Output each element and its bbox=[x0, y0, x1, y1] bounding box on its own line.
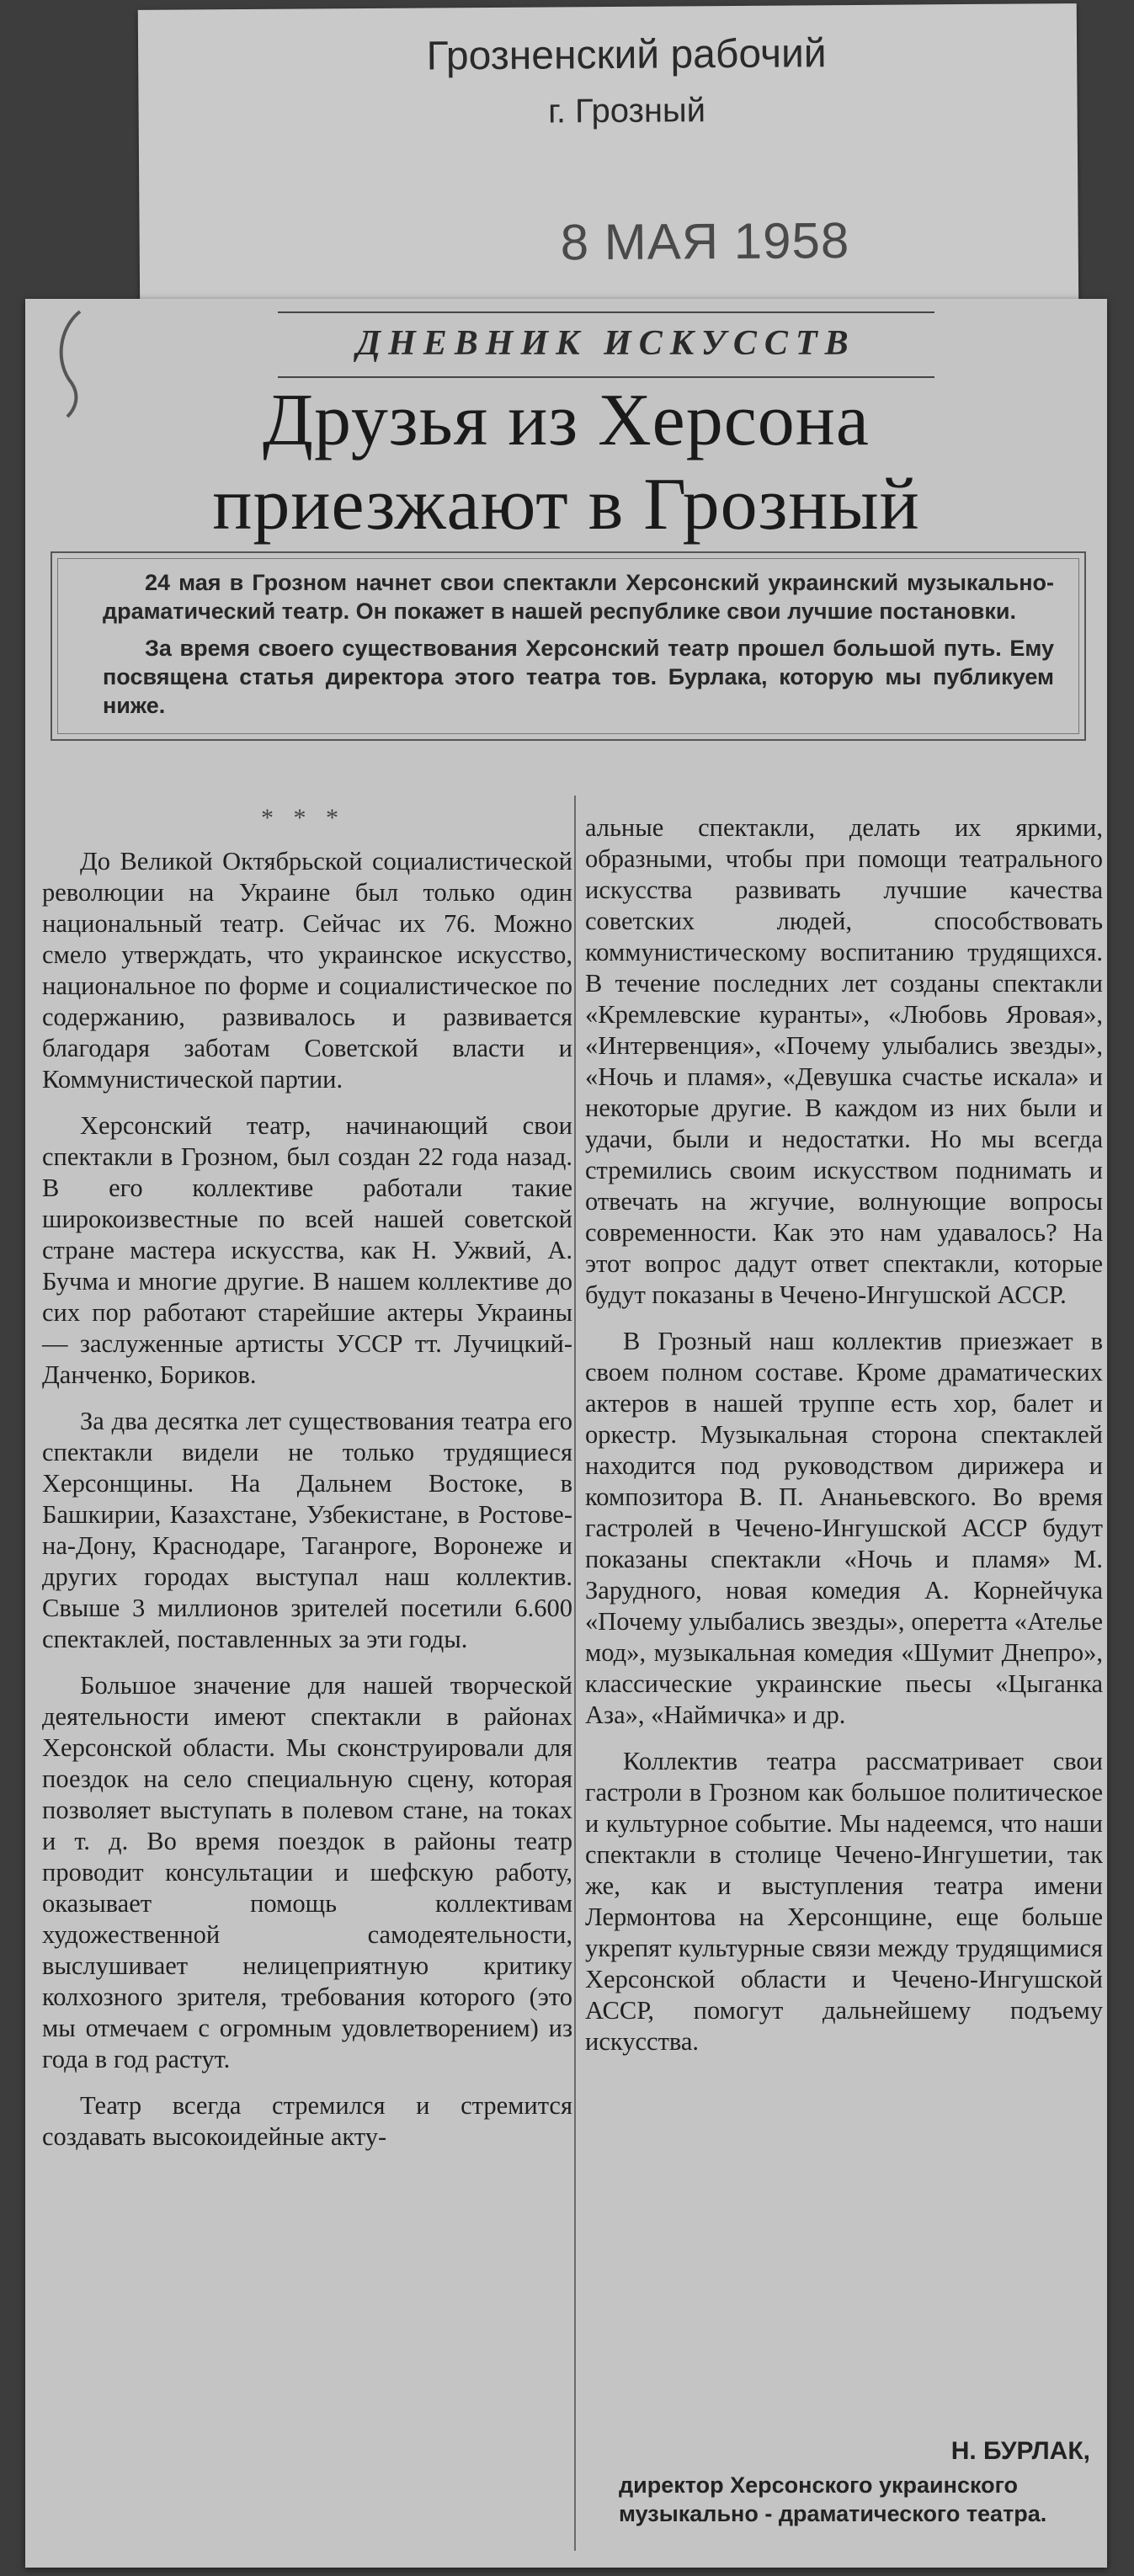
author-title: директор Херсонского украинского музыкально - драматического театра. bbox=[619, 2472, 1047, 2526]
body-paragraph: Театр всегда стремился и стремится создавать высокоидейные акту- bbox=[42, 2091, 572, 2151]
newspaper-label-slip bbox=[138, 3, 1078, 313]
right-column bbox=[585, 812, 1103, 2073]
section-separator: * * * bbox=[261, 804, 345, 832]
pen-mark-icon bbox=[42, 303, 101, 421]
newspaper-name: Грозненский рабочий bbox=[426, 31, 827, 79]
lead-text bbox=[103, 568, 1054, 728]
author-name: Н. БУРЛАК, bbox=[950, 2437, 1090, 2465]
lead-box bbox=[51, 551, 1086, 741]
body-paragraph: В Грозный наш коллектив приезжает в своем полном составе. Кроме драматических актеров в нашей труппе есть хор, балет и оркестр. Музыкальная сторона спектаклей находится под руководством дирижера и композитора В. П. Ананьевского. Во время гастролей в Чечено-Ингушской АССР будут показаны спектакли «Ночь и пламя» М. Зарудного, новая комедия А. Корнейчука «Почему улыбались звезды», оперетта «Ателье мод», музыкальная комедия «Шумит Днепро», классические украинские пьесы «Цыганка Аза», «Наймичка» и др. bbox=[585, 1327, 1103, 1729]
body-paragraph: альные спектакли, делать их яркими, образными, чтобы при помощи театрального искусства развивать лучшие качества советских людей, способствовать коммунистическому воспитанию трудящихся. В течение последних лет созданы спектакли «Кремлевские куранты», «Любовь Яровая», «Интервенция», «Почему улыбались звезды», «Ночь и пламя», «Девушка счастье искала» и некоторые другие. В каждом из них были и удачи, были и недостатки. Но мы всегда стремились своим искусством поднимать и отвечать на жгучие, волнующие вопросы современности. Как это нам удавалось? На этот вопрос дадут ответ спектакли, которые будут показаны в Чечено-Ингушской АССР. bbox=[585, 813, 1103, 1309]
body-paragraph: Коллектив театра рассматривает свои гастроли в Грозном как большое политическое и культурное событие. Мы надеемся, что наши спектакли в столице Чечено-Ингушетии, так же, как и выступления театра имени Лермонтова на Херсонщине, еще больше укрепят культурные связи между трудящимися Херсонской области и Чечено-Ингушской АССР, помогут дальнейшему подъему искусства. bbox=[585, 1747, 1103, 2056]
lead-paragraph: 24 мая в Грозном начнет свои спектакли Херсонский украинский музыкально-драматический театр. Он покажет в нашей республике свои лучшие постановки. bbox=[103, 570, 1054, 624]
left-column bbox=[42, 846, 572, 2168]
newspaper-city: г. Грозный bbox=[547, 92, 706, 130]
section-rubric: ДНЕВНИК ИСКУССТВ bbox=[278, 311, 934, 378]
article-headline: Друзья из Херсона приезжают в Грозный bbox=[212, 380, 920, 546]
body-paragraph: До Великой Октябрьской социалистической революции на Украине был только один национальный театр. Сейчас их 76. Можно смело утверждать, что украинское искусство, национальное по форме и социалистическое по содержанию, развивалось и развивается благодаря заботам Советской власти и Коммунистической партии. bbox=[42, 847, 572, 1094]
body-paragraph: Большое значение для нашей творческой деятельности имеют спектакли в районах Херсонской области. Мы сконструировали для поездок на село специальную сцену, которая позволяет выступать в полевом стане, на токах и т. д. Во время поездок в районы театр проводит консультации и шефскую работу, оказывает помощь коллективам художественной самодеятельности, выслушивает нелицеприятную критику колхозного зрителя, требования которого (это мы отмечаем с огромным удовлетворением) из года в год растут. bbox=[42, 1671, 572, 2073]
body-paragraph: За два десятка лет существования театра его спектакли видели не только трудящиеся Херсонщины. На Дальнем Востоке, в Башкирии, Казахстане, Узбекистане, в Ростове-на-Дону, Краснодаре, Таганроге, Воронеже и других городах выступал наш коллектив. Свыше 3 миллионов зрителей посетили 6.600 спектаклей, поставленных за эти годы. bbox=[42, 1407, 572, 1653]
newspaper-clipping bbox=[25, 299, 1107, 2568]
body-paragraph: Херсонский театр, начинающий свои спектакли в Грозном, был создан 22 года назад. В его коллективе работали такие широкоизвестные по всей нашей советской стране мастера искусства, как Н. Ужвий, А. Бучма и многие другие. В нашем коллективе до сих пор работают старейшие актеры Украины — заслуженные артисты УССР тт. Лучицкий-Данченко, Бориков. bbox=[42, 1111, 572, 1389]
lead-paragraph: За время своего существования Херсонский театр прошел большой путь. Ему посвящена статья директора этого театра тов. Бурлака, которую мы публикуем ниже. bbox=[103, 636, 1054, 718]
date-stamp: 8 МАЯ 1958 bbox=[560, 212, 850, 271]
column-divider bbox=[574, 796, 576, 2551]
